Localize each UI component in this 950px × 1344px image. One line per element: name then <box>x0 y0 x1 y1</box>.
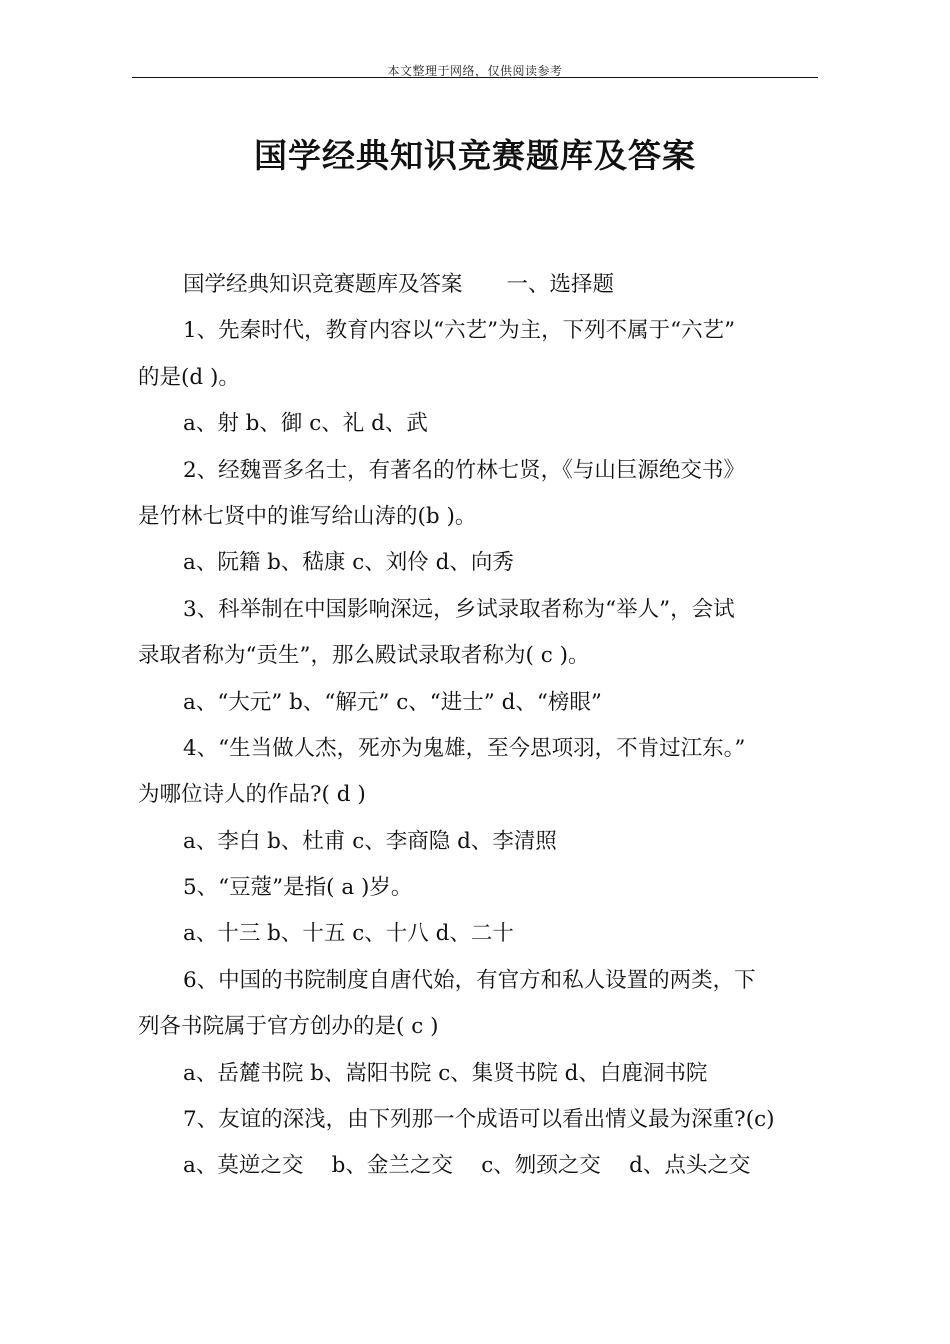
question-3-line-2: 录取者称为“贡生”，那么殿试录取者称为( c )。 <box>138 643 590 669</box>
header-divider <box>132 77 818 78</box>
question-1-options: a、射 b、御 c、礼 d、武 <box>183 411 428 437</box>
question-7-line-1: 7、友谊的深浅，由下列那一个成语可以看出情义最为深重?(c) <box>183 1107 775 1133</box>
question-6-line-1: 6、中国的书院制度自唐代始，有官方和私人设置的两类，下 <box>183 967 756 993</box>
question-4-line-2: 为哪位诗人的作品?( d ) <box>138 782 366 808</box>
question-5-line-1: 5、“豆蔻”是指( a )岁。 <box>183 875 413 901</box>
question-2-line-2: 是竹林七贤中的谁写给山涛的(b )。 <box>138 503 477 529</box>
intro-line <box>138 262 828 308</box>
question-6-line-2: 列各书院属于官方创办的是( c ) <box>138 1014 439 1040</box>
question-2-options: a、阮籍 b、嵇康 c、刘伶 d、向秀 <box>183 550 514 576</box>
page-title: 国学经典知识竞赛题库及答案 <box>254 136 696 175</box>
question-3-options: a、“大元” b、“解元” c、“进士” d、“榜眼” <box>183 689 602 715</box>
question-4-line-1: 4、“生当做人杰，死亦为鬼雄，至今思项羽，不肯过江东。” <box>183 735 746 761</box>
question-6-options: a、岳麓书院 b、嵩阳书院 c、集贤书院 d、白鹿洞书院 <box>183 1060 708 1086</box>
question-7-options: a、莫逆之交 b、金兰之交 c、刎颈之交 d、点头之交 <box>183 1153 751 1179</box>
question-2-line-1: 2、经魏晋多名士，有著名的竹林七贤，《与山巨源绝交书》 <box>183 457 745 483</box>
question-3-line-1: 3、科举制在中国影响深远，乡试录取者称为“举人”，会试 <box>183 596 735 622</box>
question-4-options: a、李白 b、杜甫 c、李商隐 d、李清照 <box>183 828 557 854</box>
question-1-line-2: 的是(d )。 <box>138 364 240 390</box>
question-1-line-1: 1、先秦时代，教育内容以“六艺”为主，下列不属于“六艺” <box>183 318 736 344</box>
question-5-options: a、十三 b、十五 c、十八 d、二十 <box>183 921 514 947</box>
header-note: 本文整理于网络，仅供阅读参考 <box>387 64 563 78</box>
section-heading: 一、选择题 <box>506 272 615 297</box>
intro-title: 国学经典知识竞赛题库及答案 <box>183 272 463 297</box>
document-body <box>138 262 828 1190</box>
